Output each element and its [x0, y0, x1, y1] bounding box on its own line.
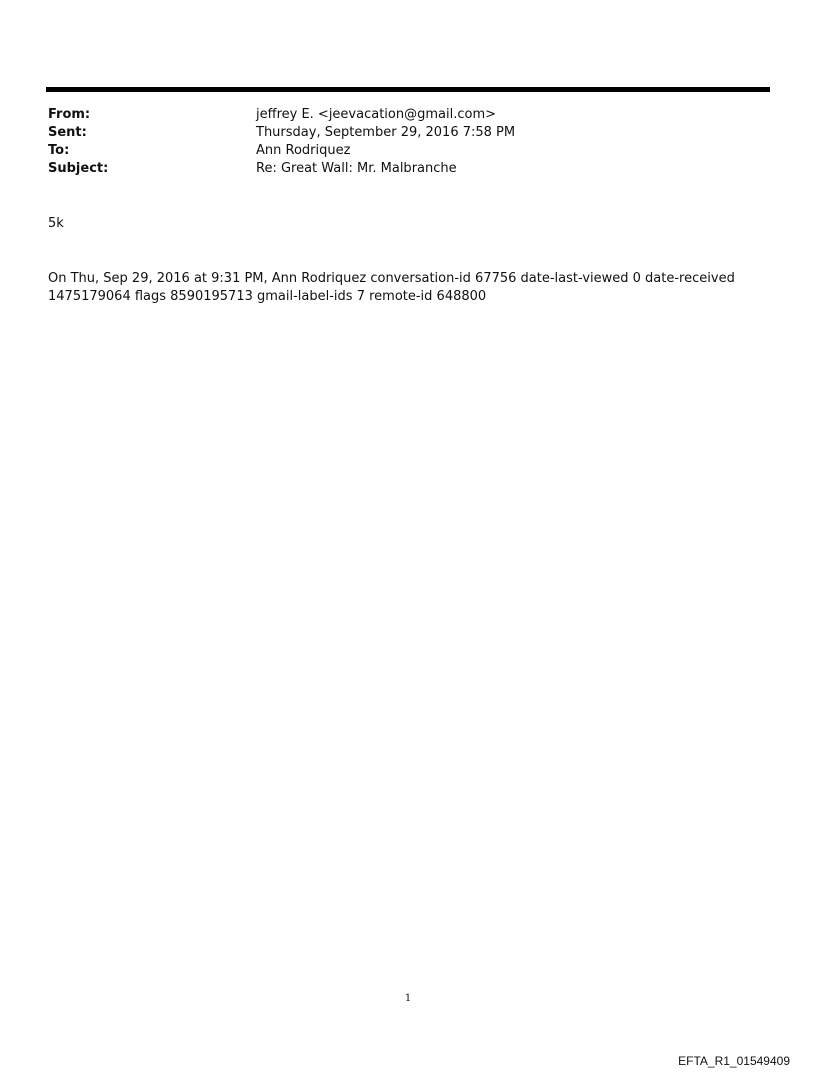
- sent-row: [48, 124, 748, 142]
- reply-text: 5k: [48, 216, 64, 231]
- to-row: [48, 142, 748, 160]
- to-value: Ann Rodriquez: [256, 143, 351, 158]
- to-label: To:: [48, 143, 70, 158]
- subject-row: [48, 160, 748, 178]
- header-divider: [46, 87, 770, 92]
- subject-label: Subject:: [48, 161, 109, 176]
- from-row: [48, 106, 748, 124]
- email-header: [48, 106, 748, 178]
- document-id: EFTA_R1_01549409: [678, 1054, 790, 1068]
- sent-label: Sent:: [48, 125, 87, 140]
- page-number: 1: [404, 993, 412, 1004]
- sent-value: Thursday, September 29, 2016 7:58 PM: [256, 125, 516, 140]
- from-label: From:: [48, 107, 91, 122]
- subject-value: Re: Great Wall: Mr. Malbranche: [256, 161, 457, 176]
- from-value: jeffrey E. <jeevacation@gmail.com>: [256, 107, 496, 122]
- quoted-message: On Thu, Sep 29, 2016 at 9:31 PM, Ann Rodriquez conversation-id 67756 date-last-viewed 0 date-received 1475179064 flags 8590195713 gmail-label-ids 7 remote-id 648800: [48, 271, 735, 304]
